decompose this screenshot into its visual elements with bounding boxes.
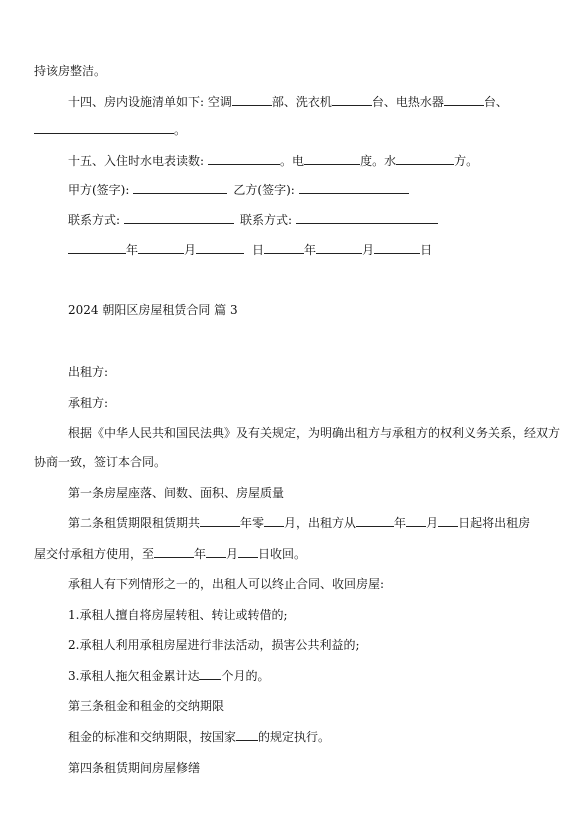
- article-heading: 第四条租赁期间房屋修缮: [68, 761, 201, 775]
- blank-field: [154, 546, 194, 558]
- blank-field: [138, 242, 184, 254]
- blank-field: [444, 94, 484, 106]
- preamble: 根据《中华人民共和国民法典》及有关规定，为明确出租方与承租方的权利义务关系，经双方: [68, 426, 561, 440]
- contact-line: 联系方式: 联系方式:: [68, 212, 438, 228]
- blank-field: [316, 242, 362, 254]
- list-item: 2.承租人利用承租房屋进行非法活动，损害公共利益的;: [68, 638, 360, 652]
- text-line: 。: [34, 122, 186, 138]
- meter-readings-clause: 十五、入住时水电表读数: 。电 度。水 方。: [68, 154, 479, 168]
- lessor-label: 出租方:: [68, 365, 109, 379]
- blank-field: [438, 515, 458, 527]
- blank-field: [206, 546, 226, 558]
- blank-field: [374, 242, 420, 254]
- blank-field: [299, 182, 409, 194]
- blank-field: [34, 122, 174, 134]
- termination-intro: 承租人有下列情形之一的，出租人可以终止合同、收回房屋:: [68, 577, 385, 591]
- article-heading: 第一条房屋座落、间数、面积、房屋质量: [68, 486, 285, 500]
- list-item: 3.承租人拖欠租金累计达 个月的。: [68, 669, 270, 683]
- date-line: 年 月 日 年 月 日: [68, 242, 432, 258]
- signature-line: 甲方(签字): 乙方(签字):: [68, 182, 409, 198]
- blank-field: [68, 242, 126, 254]
- blank-field: [199, 668, 221, 680]
- blank-field: [332, 94, 372, 106]
- facilities-clause: 十四、房内设施清单如下: 空调 部、洗衣机 台、电热水器 台、: [68, 95, 508, 109]
- lease-term-continued: 屋交付承租方使用，至 年 月 日收回。: [34, 547, 307, 561]
- blank-field: [236, 729, 258, 741]
- preamble-continued: 协商一致，签订本合同。: [34, 455, 167, 469]
- blank-field: [124, 212, 234, 224]
- blank-field: [232, 94, 272, 106]
- blank-field: [208, 153, 280, 165]
- text-line: 持该房整洁。: [34, 64, 107, 78]
- blank-field: [238, 546, 258, 558]
- blank-field: [304, 153, 360, 165]
- blank-field: [196, 242, 244, 254]
- blank-field: [200, 515, 240, 527]
- list-item: 1.承租人擅自将房屋转租、转让或转借的;: [68, 608, 288, 622]
- lease-term-clause: 第二条租赁期限租赁期共 年零 月，出租方从 年 月 日起将出租房: [68, 516, 531, 530]
- rent-clause: 租金的标准和交纳期限，按国家 的规定执行。: [68, 730, 331, 744]
- blank-field: [406, 515, 426, 527]
- article-heading: 第三条租金和租金的交纳期限: [68, 699, 225, 713]
- blank-field: [264, 242, 304, 254]
- blank-field: [133, 182, 227, 194]
- blank-field: [396, 153, 454, 165]
- section-title: 2024 朝阳区房屋租赁合同 篇 3: [68, 303, 238, 317]
- blank-field: [356, 515, 394, 527]
- lessee-label: 承租方:: [68, 396, 109, 410]
- blank-field: [296, 212, 438, 224]
- blank-field: [264, 515, 284, 527]
